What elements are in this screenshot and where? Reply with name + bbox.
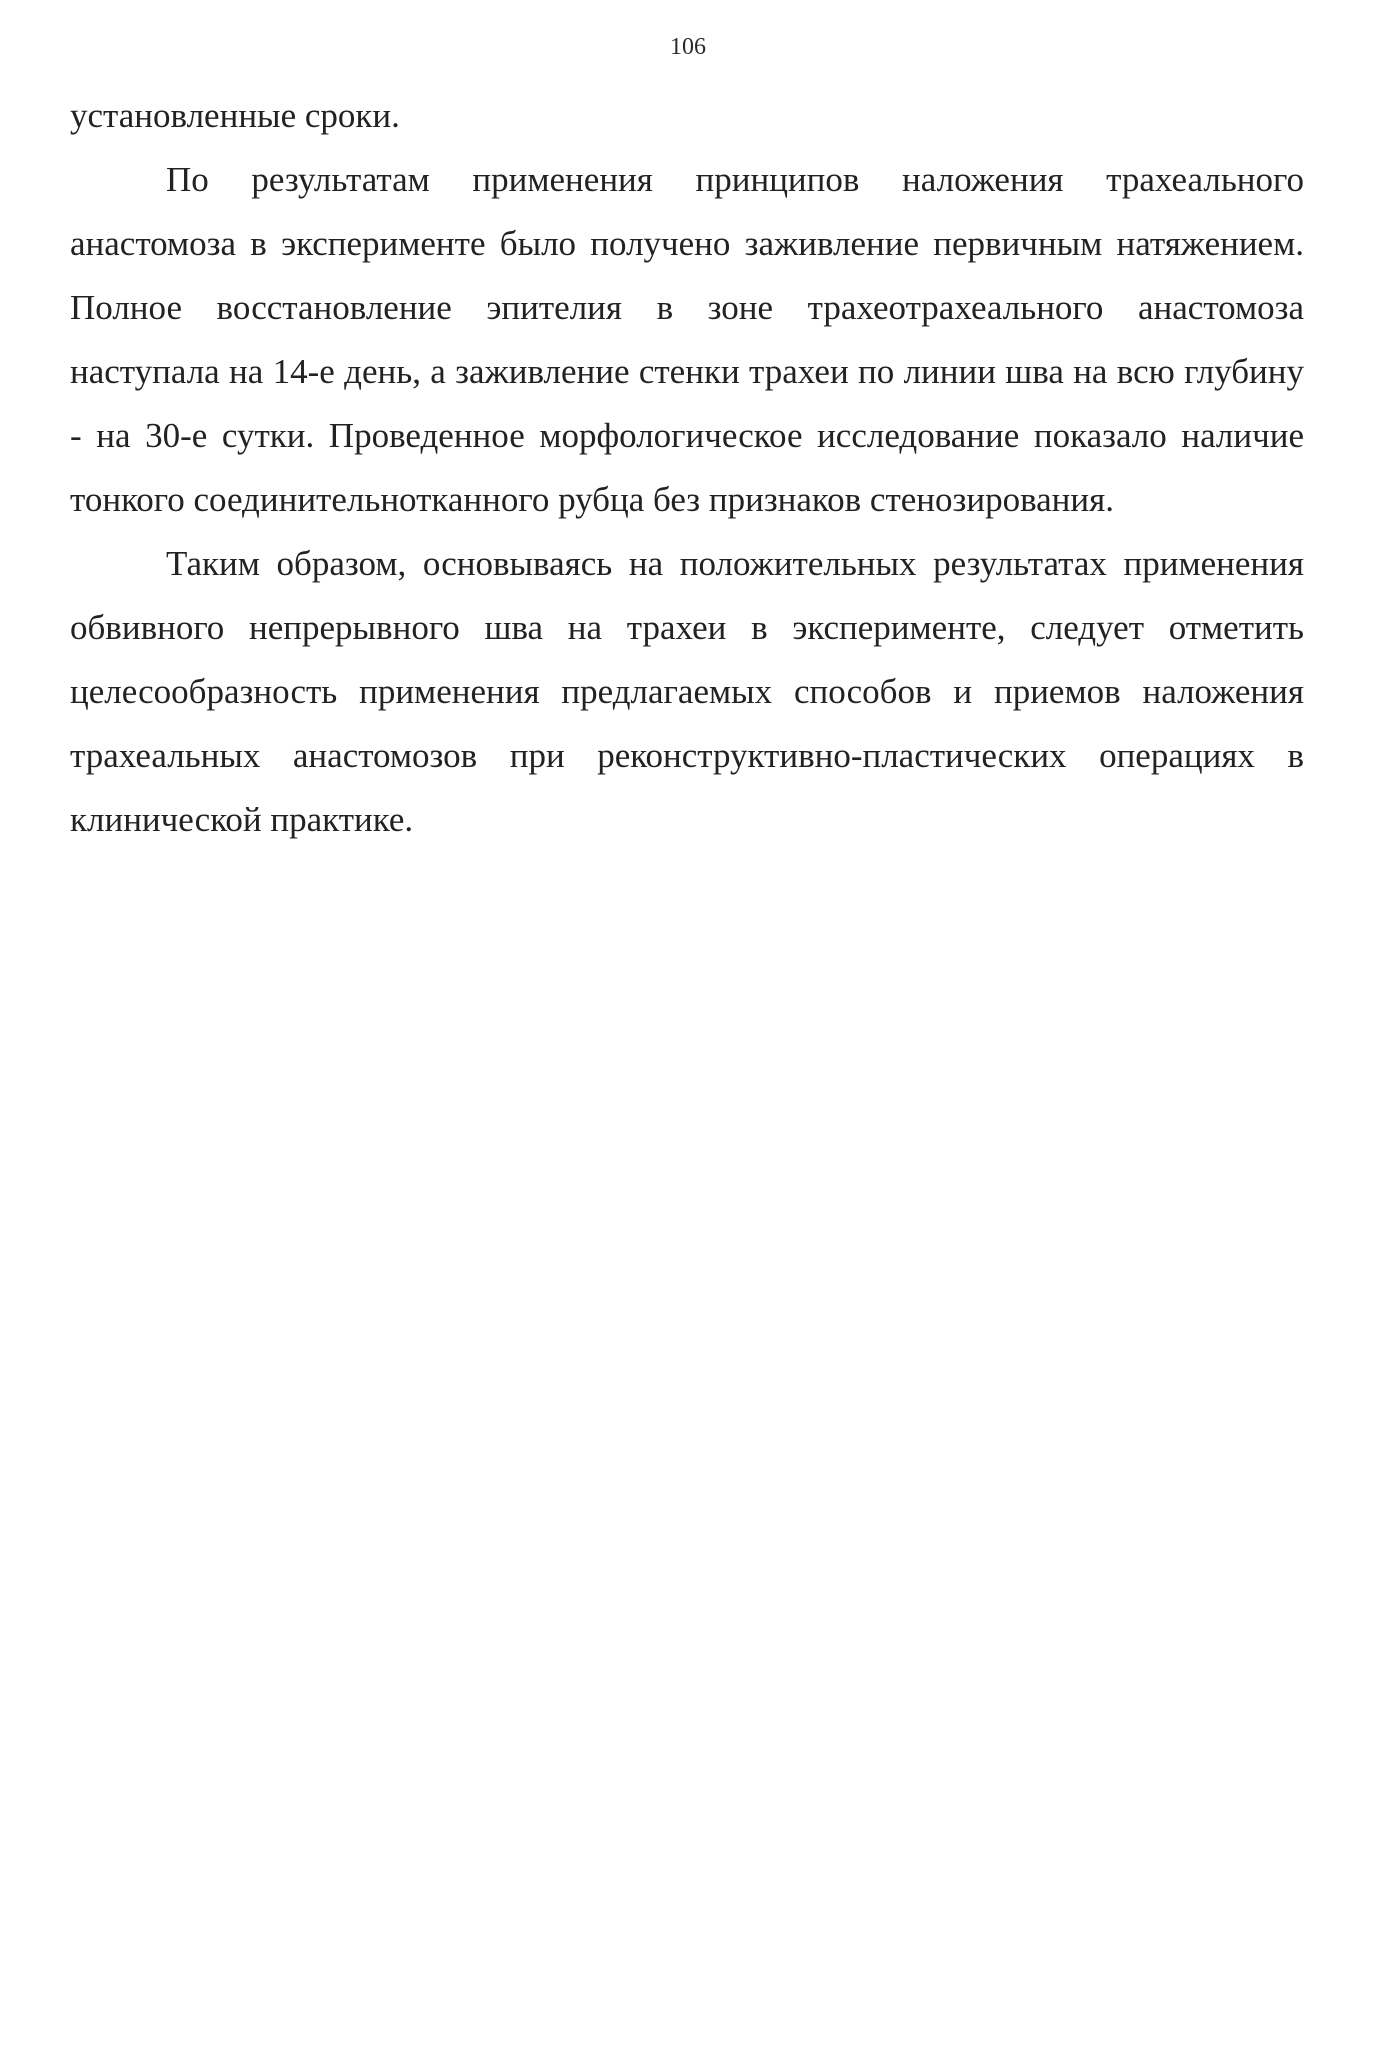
- page-number: 106: [670, 34, 706, 60]
- paragraph-conclusion: Таким образом, основываясь на положительных результатах применения обвивного непрерывного шва на трахеи в эксперименте, следует отметить целесообразность применения предлагаемых способов и приемов наложения трахеальных анастомозов при реконструктивно-пластических операциях в клинической практике.: [70, 544, 1304, 839]
- paragraph-results: По результатам применения принципов наложения трахеального анастомоза в эксперименте было получено заживление первичным натяжением. Полное восстановление эпителия в зоне трахеотрахеального анастомоза наступала на 14-е день, а заживление стенки трахеи по линии шва на всю глубину - на 30-е сутки. Проведенное морфологическое исследование показало наличие тонкого соединительнотканного рубца без признаков стенозирования.: [70, 160, 1304, 519]
- body-text: [70, 84, 1304, 852]
- paragraph-continuation: установленные сроки.: [70, 96, 400, 135]
